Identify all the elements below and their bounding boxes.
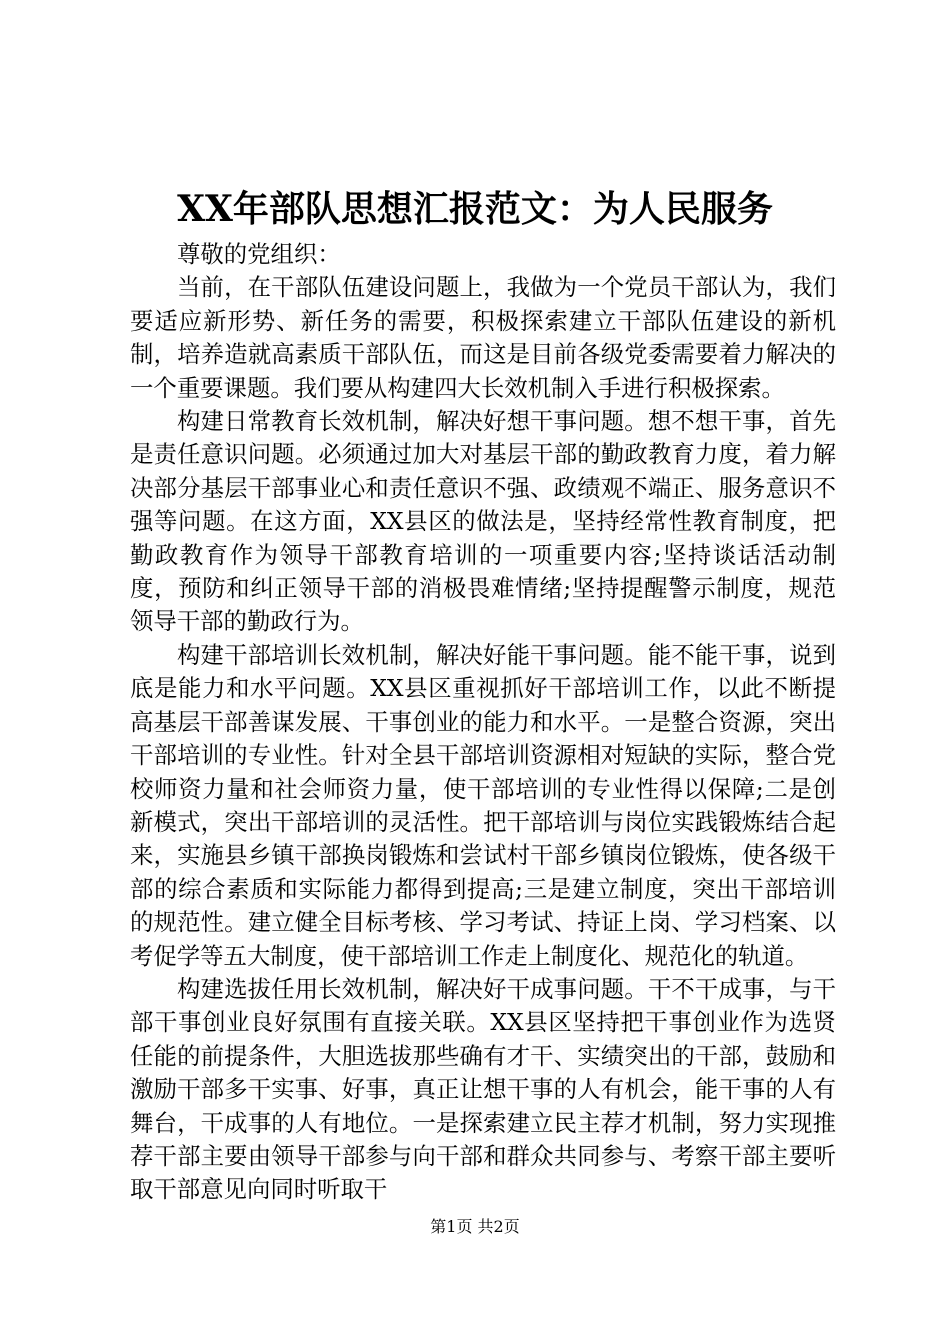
document-title: XX年部队思想汇报范文：为人民服务 xyxy=(177,188,773,230)
page-footer: 第1页 共2页 xyxy=(430,1217,520,1236)
paragraph: 构建选拔任用长效机制，解决好干成事问题。干不干成事，与干部干事创业良好氛围有直接关联。XX县区坚持把干事创业作为选贤任能的前提条件，大胆选拔那些确有才干、实绩突出的干部，鼓励和激励干部多干实事、好事，真正让想干事的人有机会，能干事的人有舞台，干成事的人有地位。一是探索建立民主荐才机制，努力实现推荐干部主要由领导干部参与向干部和群众共同参与、考察干部主要听取干部意见向同时听取干 xyxy=(130,974,836,1204)
paragraph: 构建干部培训长效机制，解决好能干事问题。能不能干事，说到底是能力和水平问题。XX县区重视抓好干部培训工作，以此不断提高基层干部善谋发展、干事创业的能力和水平。一是整合资源，突出干部培训的专业性。针对全县干部培训资源相对短缺的实际，整合党校师资力量和社会师资力量，使干部培训的专业性得以保障;二是创新模式，突出干部培训的灵活性。把干部培训与岗位实践锻炼结合起来，实施县乡镇干部换岗锻炼和尝试村干部乡镇岗位锻炼，使各级干部的综合素质和实际能力都得到提高;三是建立制度，突出干部培训的规范性。建立健全目标考核、学习考试、持证上岗、学习档案、以考促学等五大制度，使干部培训工作走上制度化、规范化的轨道。 xyxy=(130,640,836,970)
salutation: 尊敬的党组织： xyxy=(177,240,341,268)
paragraph: 构建日常教育长效机制，解决好想干事问题。想不想干事，首先是责任意识问题。必须通过加大对基层干部的勤政教育力度，着力解决部分基层干部事业心和责任意识不强、政绩观不端正、服务意识不强等问题。在这方面，XX县区的做法是，坚持经常性教育制度，把勤政教育作为领导干部教育培训的一项重要内容;坚持谈话活动制度，预防和纠正领导干部的消极畏难情绪;坚持提醒警示制度，规范领导干部的勤政行为。 xyxy=(130,407,836,636)
paragraph: 当前，在干部队伍建设问题上，我做为一个党员干部认为，我们要适应新形势、新任务的需要，积极探索建立干部队伍建设的新机制，培养造就高素质干部队伍，而这是目前各级党委需要着力解决的一个重要课题。我们要从构建四大长效机制入手进行积极探索。 xyxy=(130,273,836,402)
document-body xyxy=(130,238,836,1207)
